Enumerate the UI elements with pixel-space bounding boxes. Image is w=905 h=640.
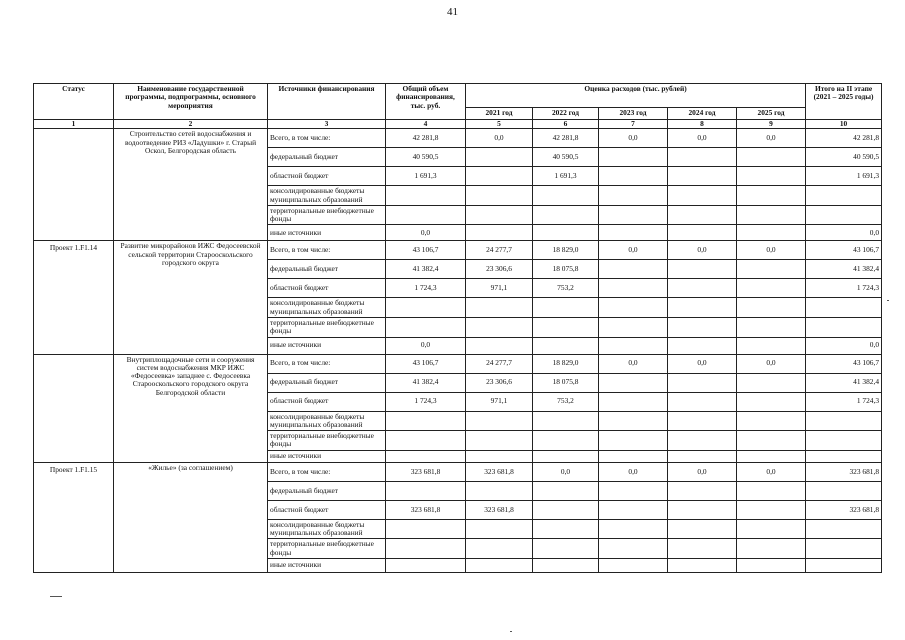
total-cell: 40 590,5 <box>386 148 466 167</box>
year-2025-cell <box>737 500 806 519</box>
stage-total-cell: 1 691,3 <box>806 167 882 186</box>
year-2024-cell: 0,0 <box>668 129 737 148</box>
year-2023-cell <box>599 337 668 354</box>
year-2024-cell <box>668 298 737 318</box>
year-2024-cell <box>668 225 737 241</box>
total-cell: 42 281,8 <box>386 129 466 148</box>
year-2025-cell <box>737 450 806 462</box>
year-2023-cell <box>599 279 668 298</box>
year-2021-cell <box>466 337 533 354</box>
year-2022-cell: 18 829,0 <box>533 241 599 260</box>
stage-total-cell <box>806 317 882 337</box>
year-2023-cell <box>599 373 668 392</box>
year-2022-cell <box>533 337 599 354</box>
year-2025-cell: 0,0 <box>737 129 806 148</box>
header-year-2021: 2021 год <box>466 108 533 120</box>
year-2025-cell <box>737 205 806 225</box>
stage-total-cell: 1 724,3 <box>806 279 882 298</box>
year-2023-cell <box>599 298 668 318</box>
year-2023-cell <box>599 450 668 462</box>
source-cell: федеральный бюджет <box>268 481 386 500</box>
total-cell <box>386 186 466 206</box>
header-status: Статус <box>34 84 114 120</box>
year-2024-cell <box>668 205 737 225</box>
header-row <box>34 84 882 108</box>
year-2022-cell <box>533 500 599 519</box>
year-2021-cell: 971,1 <box>466 392 533 411</box>
program-name-cell: Внутриплощадочные сети и сооружения систем водоснабжения МКР ИЖС «Федосеевка» западнее с. Федосеевка Старооскольского городского округа Белгородской области <box>114 354 268 462</box>
stage-total-cell: 40 590,5 <box>806 148 882 167</box>
total-cell <box>386 539 466 559</box>
stage-total-cell <box>806 558 882 572</box>
year-2022-cell <box>533 519 599 539</box>
budget-table <box>33 83 882 573</box>
year-2025-cell <box>737 431 806 451</box>
year-2022-cell: 42 281,8 <box>533 129 599 148</box>
year-2025-cell <box>737 167 806 186</box>
year-2022-cell <box>533 411 599 431</box>
year-2021-cell <box>466 558 533 572</box>
source-cell: иные источники <box>268 450 386 462</box>
year-2023-cell: 0,0 <box>599 462 668 481</box>
stage-total-cell <box>806 519 882 539</box>
year-2021-cell <box>466 205 533 225</box>
year-2025-cell <box>737 392 806 411</box>
year-2025-cell <box>737 186 806 206</box>
year-2024-cell <box>668 317 737 337</box>
year-2022-cell: 18 829,0 <box>533 354 599 373</box>
year-2023-cell <box>599 167 668 186</box>
year-2022-cell <box>533 186 599 206</box>
year-2023-cell <box>599 260 668 279</box>
year-2025-cell <box>737 148 806 167</box>
status-cell: Проект 1.F1.14 <box>34 241 114 354</box>
stage-total-cell: 0,0 <box>806 225 882 241</box>
program-name-cell: Строительство сетей водоснабжения и водоотведение РИЗ «Ладушки» г. Старый Оскол, Белгородская область <box>114 129 268 241</box>
year-2023-cell <box>599 431 668 451</box>
year-2023-cell <box>599 205 668 225</box>
year-2024-cell <box>668 500 737 519</box>
total-cell <box>386 205 466 225</box>
year-2024-cell <box>668 337 737 354</box>
year-2022-cell <box>533 317 599 337</box>
year-2024-cell <box>668 558 737 572</box>
total-cell: 0,0 <box>386 225 466 241</box>
year-2022-cell: 753,2 <box>533 392 599 411</box>
table-row <box>34 129 882 148</box>
total-cell <box>386 431 466 451</box>
stage-total-cell: 0,0 <box>806 337 882 354</box>
year-2022-cell <box>533 431 599 451</box>
year-2021-cell: 23 306,6 <box>466 260 533 279</box>
col-number: 2 <box>114 120 268 129</box>
year-2023-cell <box>599 500 668 519</box>
source-cell: территориальные внебюджетные фонды <box>268 317 386 337</box>
year-2021-cell: 24 277,7 <box>466 354 533 373</box>
source-cell: федеральный бюджет <box>268 260 386 279</box>
source-cell: территориальные внебюджетные фонды <box>268 539 386 559</box>
year-2022-cell: 753,2 <box>533 279 599 298</box>
source-cell: территориальные внебюджетные фонды <box>268 431 386 451</box>
year-2022-cell <box>533 539 599 559</box>
source-cell: Всего, в том числе: <box>268 462 386 481</box>
year-2022-cell <box>533 450 599 462</box>
year-2023-cell: 0,0 <box>599 241 668 260</box>
year-2021-cell <box>466 317 533 337</box>
stage-total-cell: 41 382,4 <box>806 260 882 279</box>
stage-total-cell: 43 106,7 <box>806 354 882 373</box>
year-2024-cell: 0,0 <box>668 354 737 373</box>
year-2021-cell <box>466 539 533 559</box>
col-number: 6 <box>533 120 599 129</box>
year-2023-cell <box>599 186 668 206</box>
total-cell <box>386 519 466 539</box>
page-number: 41 <box>447 6 458 18</box>
year-2021-cell: 23 306,6 <box>466 373 533 392</box>
year-2023-cell <box>599 392 668 411</box>
header-total: Общий объем финансирования, тыс. руб. <box>386 84 466 120</box>
col-number: 9 <box>737 120 806 129</box>
year-2024-cell <box>668 539 737 559</box>
year-2025-cell <box>737 317 806 337</box>
stage-total-cell: 42 281,8 <box>806 129 882 148</box>
year-2025-cell <box>737 539 806 559</box>
total-cell: 41 382,4 <box>386 260 466 279</box>
year-2021-cell <box>466 411 533 431</box>
year-2021-cell: 24 277,7 <box>466 241 533 260</box>
status-cell <box>34 129 114 241</box>
stage-total-cell <box>806 450 882 462</box>
year-2021-cell <box>466 519 533 539</box>
source-cell: областной бюджет <box>268 167 386 186</box>
header-name: Наименование государственной программы, подпрограммы, основного мероприятия <box>114 84 268 120</box>
scan-mark <box>50 596 62 597</box>
year-2024-cell <box>668 431 737 451</box>
year-2021-cell <box>466 450 533 462</box>
year-2021-cell: 0,0 <box>466 129 533 148</box>
header-stage-total: Итого на II этапе (2021 – 2025 годы) <box>806 84 882 120</box>
header-year-2025: 2025 год <box>737 108 806 120</box>
program-name-cell: Развитие микрорайонов ИЖС Федосеевской сельской территории Старооскольского городского округа <box>114 241 268 354</box>
total-cell <box>386 450 466 462</box>
source-cell: Всего, в том числе: <box>268 241 386 260</box>
year-2024-cell <box>668 519 737 539</box>
header-year-2023: 2023 год <box>599 108 668 120</box>
year-2024-cell <box>668 148 737 167</box>
year-2024-cell <box>668 279 737 298</box>
source-cell: консолидированные бюджеты муниципальных образований <box>268 186 386 206</box>
year-2025-cell <box>737 260 806 279</box>
year-2025-cell <box>737 519 806 539</box>
year-2021-cell <box>466 298 533 318</box>
year-2022-cell: 18 075,8 <box>533 260 599 279</box>
stage-total-cell: 323 681,8 <box>806 462 882 481</box>
col-number: 5 <box>466 120 533 129</box>
col-number: 1 <box>34 120 114 129</box>
stage-total-cell: 41 382,4 <box>806 373 882 392</box>
year-2024-cell <box>668 411 737 431</box>
total-cell: 323 681,8 <box>386 462 466 481</box>
stage-total-cell <box>806 481 882 500</box>
source-cell: иные источники <box>268 225 386 241</box>
year-2021-cell <box>466 186 533 206</box>
year-2024-cell: 0,0 <box>668 241 737 260</box>
year-2023-cell <box>599 539 668 559</box>
year-2024-cell <box>668 260 737 279</box>
header-estimate: Оценка расходов (тыс. рублей) <box>466 84 806 108</box>
source-cell: территориальные внебюджетные фонды <box>268 205 386 225</box>
year-2024-cell <box>668 450 737 462</box>
year-2025-cell <box>737 411 806 431</box>
column-number-row <box>34 120 882 129</box>
source-cell: областной бюджет <box>268 392 386 411</box>
source-cell: областной бюджет <box>268 279 386 298</box>
source-cell: Всего, в том числе: <box>268 129 386 148</box>
total-cell: 41 382,4 <box>386 373 466 392</box>
stage-total-cell: 43 106,7 <box>806 241 882 260</box>
source-cell: Всего, в том числе: <box>268 354 386 373</box>
year-2024-cell <box>668 186 737 206</box>
year-2023-cell <box>599 558 668 572</box>
year-2021-cell <box>466 225 533 241</box>
source-cell: консолидированные бюджеты муниципальных образований <box>268 298 386 318</box>
header-sources: Источники финансирования <box>268 84 386 120</box>
year-2022-cell: 40 590,5 <box>533 148 599 167</box>
total-cell: 1 724,3 <box>386 392 466 411</box>
year-2025-cell <box>737 298 806 318</box>
source-cell: иные источники <box>268 337 386 354</box>
source-cell: консолидированные бюджеты муниципальных образований <box>268 519 386 539</box>
stage-total-cell <box>806 205 882 225</box>
total-cell <box>386 558 466 572</box>
year-2021-cell: 323 681,8 <box>466 500 533 519</box>
year-2023-cell <box>599 317 668 337</box>
year-2024-cell <box>668 373 737 392</box>
col-number: 3 <box>268 120 386 129</box>
year-2025-cell <box>737 337 806 354</box>
stage-total-cell <box>806 186 882 206</box>
program-name-cell: «Жилье» (за соглашением) <box>114 462 268 572</box>
table-body <box>34 129 882 573</box>
total-cell <box>386 317 466 337</box>
year-2023-cell: 0,0 <box>599 129 668 148</box>
col-number: 4 <box>386 120 466 129</box>
header-year-2024: 2024 год <box>668 108 737 120</box>
year-2024-cell <box>668 481 737 500</box>
year-2022-cell <box>533 298 599 318</box>
stage-total-cell <box>806 411 882 431</box>
source-cell: иные источники <box>268 558 386 572</box>
scan-mark <box>510 631 512 632</box>
stage-total-cell <box>806 431 882 451</box>
year-2022-cell: 1 691,3 <box>533 167 599 186</box>
total-cell: 1 724,3 <box>386 279 466 298</box>
year-2023-cell: 0,0 <box>599 354 668 373</box>
year-2021-cell: 971,1 <box>466 279 533 298</box>
total-cell: 0,0 <box>386 337 466 354</box>
year-2023-cell <box>599 481 668 500</box>
source-cell: консолидированные бюджеты муниципальных образований <box>268 411 386 431</box>
year-2022-cell <box>533 205 599 225</box>
year-2023-cell <box>599 148 668 167</box>
year-2022-cell <box>533 558 599 572</box>
stage-total-cell: 1 724,3 <box>806 392 882 411</box>
year-2025-cell <box>737 279 806 298</box>
total-cell <box>386 411 466 431</box>
year-2025-cell <box>737 558 806 572</box>
col-number: 7 <box>599 120 668 129</box>
year-2025-cell: 0,0 <box>737 241 806 260</box>
stage-total-cell <box>806 539 882 559</box>
year-2025-cell: 0,0 <box>737 462 806 481</box>
year-2023-cell <box>599 411 668 431</box>
year-2023-cell <box>599 519 668 539</box>
source-cell: федеральный бюджет <box>268 148 386 167</box>
col-number: 8 <box>668 120 737 129</box>
col-number: 10 <box>806 120 882 129</box>
table-row <box>34 462 882 481</box>
scan-mark <box>887 300 889 301</box>
total-cell: 43 106,7 <box>386 354 466 373</box>
status-cell <box>34 354 114 462</box>
year-2022-cell <box>533 481 599 500</box>
year-2024-cell <box>668 392 737 411</box>
year-2021-cell: 323 681,8 <box>466 462 533 481</box>
stage-total-cell: 323 681,8 <box>806 500 882 519</box>
year-2021-cell <box>466 431 533 451</box>
year-2022-cell: 0,0 <box>533 462 599 481</box>
stage-total-cell <box>806 298 882 318</box>
total-cell <box>386 481 466 500</box>
year-2022-cell: 18 075,8 <box>533 373 599 392</box>
year-2021-cell <box>466 148 533 167</box>
table-row <box>34 354 882 373</box>
year-2023-cell <box>599 225 668 241</box>
year-2024-cell <box>668 167 737 186</box>
year-2021-cell <box>466 481 533 500</box>
source-cell: областной бюджет <box>268 500 386 519</box>
year-2025-cell: 0,0 <box>737 354 806 373</box>
year-2025-cell <box>737 225 806 241</box>
total-cell: 1 691,3 <box>386 167 466 186</box>
total-cell: 43 106,7 <box>386 241 466 260</box>
year-2025-cell <box>737 481 806 500</box>
table-row <box>34 241 882 260</box>
total-cell <box>386 298 466 318</box>
status-cell: Проект 1.F1.15 <box>34 462 114 572</box>
source-cell: федеральный бюджет <box>268 373 386 392</box>
year-2024-cell: 0,0 <box>668 462 737 481</box>
year-2021-cell <box>466 167 533 186</box>
year-2022-cell <box>533 225 599 241</box>
total-cell: 323 681,8 <box>386 500 466 519</box>
year-2025-cell <box>737 373 806 392</box>
header-year-2022: 2022 год <box>533 108 599 120</box>
